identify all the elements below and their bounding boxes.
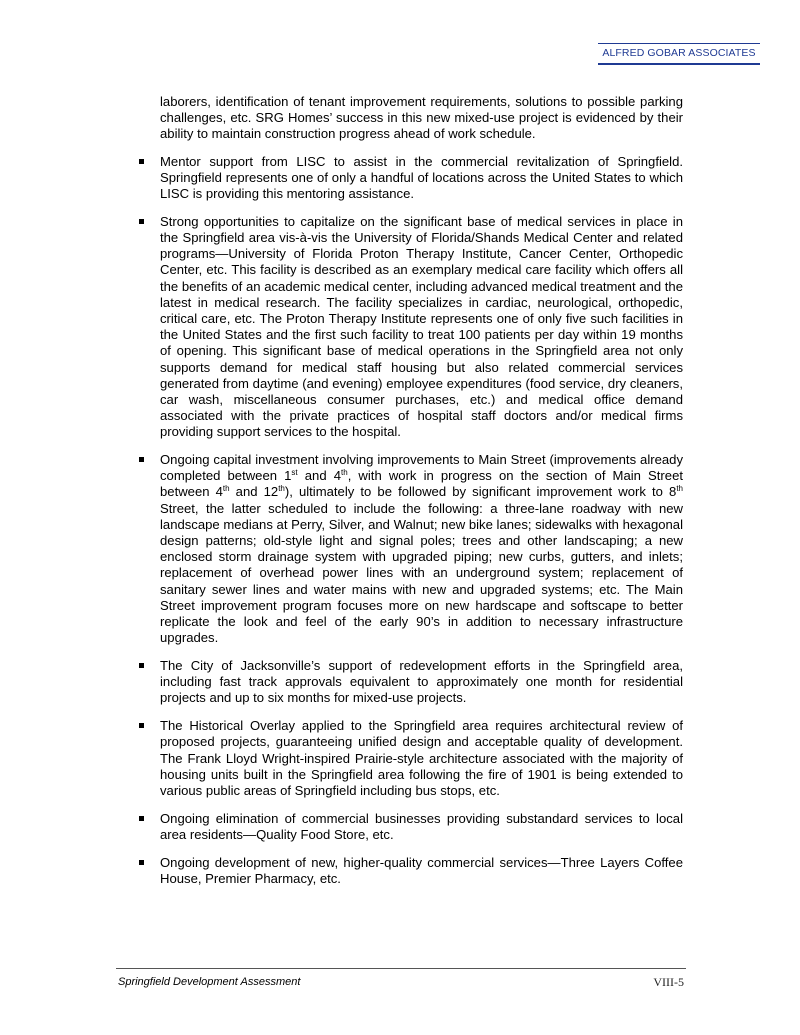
bullet-lisc-mentor — [137, 154, 683, 203]
square-bullet-icon — [139, 663, 144, 668]
bullet-text: Strong opportunities to capitalize on the significant base of medical services in place in the Springfield area vis-à-vis the University of Florida/Shands Medical Center and related programs—University of Florida Proton Therapy Institute, Cancer Center, Orthopedic Center, etc. This facility is described as an exemplary medical care facility which offers all the benefits of an academic medical center, including advanced medical treatment and the latest in medical research. The facility specializes in cardiac, neurological, orthopedic, critical care, etc. The Proton Therapy Institute represents one of only five such facilities in the United States and the first such facility to treat 100 patients per day within 19 months of opening. This significant base of medical operations in the Springfield area not only supports demand for medical staff housing but also related commercial services generated from daytime (and evening) employee expenditures (food service, dry cleaners, car wash, miscellaneous consumer purchases, etc.) and medical office demand associated with the private practices of hospital staff doctors and/or medical firms providing support services to the hospital. — [160, 213, 683, 440]
square-bullet-icon — [139, 816, 144, 821]
bullet-city-support — [137, 658, 683, 707]
company-header: ALFRED GOBAR ASSOCIATES — [598, 43, 760, 65]
footer-document-title: Springfield Development Assessment — [118, 976, 301, 988]
footer-page-number: VIII-5 — [653, 975, 684, 989]
bullet-elimination-substandard — [137, 811, 683, 843]
bullet-main-street-investment — [137, 452, 683, 646]
square-bullet-icon — [139, 860, 144, 865]
square-bullet-icon — [139, 159, 144, 164]
intro-paragraph: laborers, identification of tenant improvement requirements, solutions to possible parking challenges, etc. SRG Homes’ success in this new mixed-use project is evidenced by their ability to maintain construction progress ahead of work schedule. — [160, 94, 683, 142]
square-bullet-icon — [139, 457, 144, 462]
document-body — [137, 94, 683, 898]
bullet-list — [137, 154, 683, 887]
bullet-text: The Historical Overlay applied to the Springfield area requires architectural review of proposed projects, guaranteeing unified design and acceptable quality of development. The Frank Lloyd Wright-inspired Prairie-style architecture associated with the majority of housing units built in the Springfield area following the fire of 1901 is being extended to various public areas of Springfield including bus stops, etc. — [160, 718, 683, 798]
bullet-text: Ongoing elimination of commercial businesses providing substandard services to local area residents—Quality Food Store, etc. — [160, 810, 683, 842]
bullet-text: Ongoing capital investment involving improvements to Main Street (improvements already completed between 1st and 4th, with work in progress on the section of Main Street between 4th and 12th), ultimately to be followed by significant improvement work to 8th Street, the latter scheduled to include the following: a three-lane roadway with new landscape medians at Perry, Silver, and Walnut; new bike lanes; sidewalks with hexagonal design patterns; old-style light and signal poles; trees and other landscaping; a new enclosed storm drainage system with upgraded piping; new curbs, gutters, and inlets; replacement of overhead power lines with an underground system; replacement of sanitary sewer lines and water mains with new and upgraded systems; etc. The Main Street improvement program focuses more on new hardscape and softscape to better replicate the look and feel of the early 90’s in addition to necessary infrastructure upgrades. — [160, 452, 683, 646]
footer-divider — [116, 968, 686, 969]
bullet-historical-overlay — [137, 718, 683, 799]
bullet-medical-services — [137, 214, 683, 441]
bullet-new-commercial-services — [137, 855, 683, 887]
bullet-text: The City of Jacksonville’s support of redevelopment efforts in the Springfield area, including fast track approvals equivalent to approximately one month for residential projects and up to six months for mixed-use projects. — [160, 658, 683, 706]
bullet-text: Ongoing development of new, higher-quality commercial services—Three Layers Coffee House, Premier Pharmacy, etc. — [160, 854, 683, 886]
square-bullet-icon — [139, 219, 144, 224]
square-bullet-icon — [139, 723, 144, 728]
bullet-text: Mentor support from LISC to assist in the commercial revitalization of Springfield. Springfield represents one of only a handful of locations across the United States to which LISC is providing this mentoring assistance. — [160, 153, 683, 202]
